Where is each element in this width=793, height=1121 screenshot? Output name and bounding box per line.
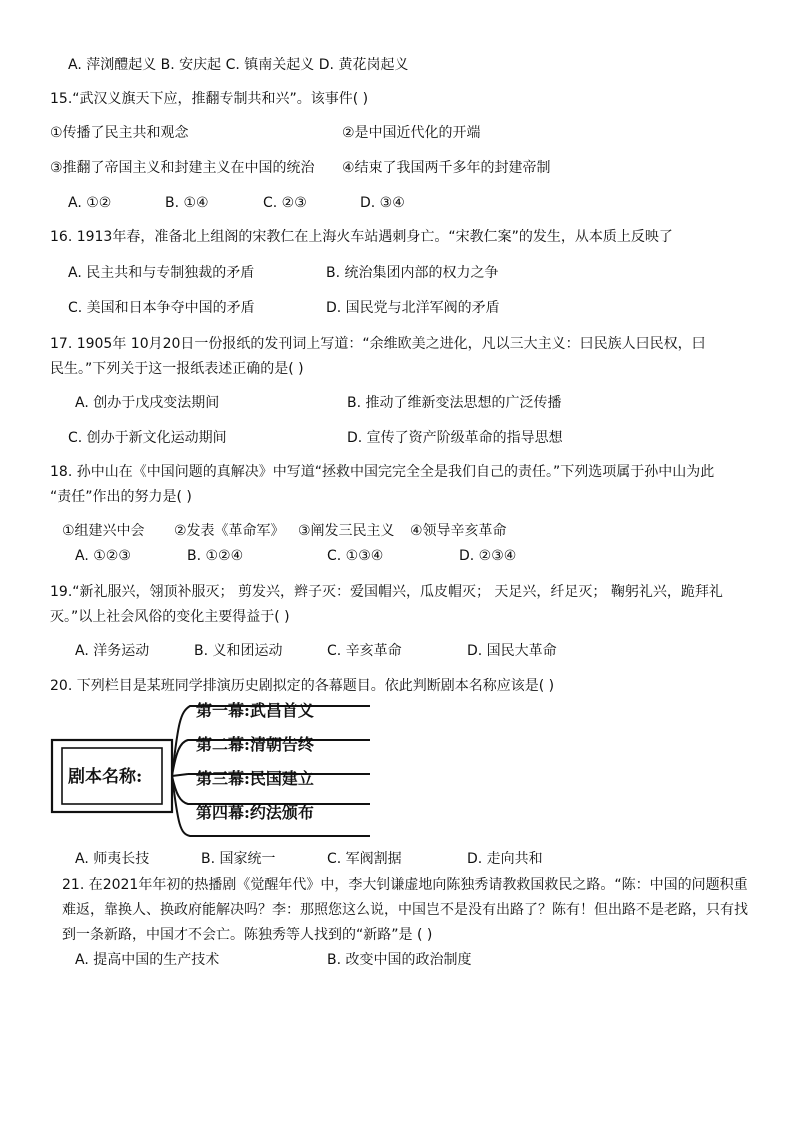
q21-option-b: B. 改变中国的政治制度 <box>327 952 472 968</box>
q19-stem-line2: 灭。”以上社会风俗的变化主要得益于( ) <box>50 609 290 625</box>
q17-option-a: A. 创办于戊戌变法期间 <box>75 395 220 411</box>
q18-item-4: ④领导辛亥革命 <box>410 523 507 539</box>
q15-option-b: B. ①④ <box>165 195 209 211</box>
q17-option-b: B. 推动了维新变法思想的广泛传播 <box>347 395 562 411</box>
q18-option-d: D. ②③④ <box>459 548 517 564</box>
q15-stem: 15.“武汉义旗天下应，推翻专制共和兴”。该事件( ) <box>50 91 369 107</box>
q18-item-1: ①组建兴中会 <box>62 523 145 539</box>
q19-stem-line1: 19.“新礼服兴，翎顶补服灭； 剪发兴，辫子灭：爱国帽兴，瓜皮帽灭； 天足兴，纤足灭； 鞠躬礼兴，跪拜礼 <box>50 584 723 600</box>
q21-stem-line2: 难返，靠换人、换政府能解决吗？李：那照您这么说，中国岂不是没有出路了？陈有！但出路不是老路，只有找 <box>62 902 748 918</box>
q17-stem-line1: 17. 1905年 10月20日一份报纸的发刊词上写道：“余维欧美之进化，凡以三大主义：曰民族人曰民权，曰 <box>50 336 706 352</box>
q15-item-2: ②是中国近代化的开端 <box>342 125 481 141</box>
q18-stem-line1: 18. 孙中山在《中国问题的真解决》中写道“拯救中国完完全全是我们自己的责任。”下列选项属于孙中山为此 <box>50 464 715 480</box>
q20-option-d: D. 走向共和 <box>467 851 543 867</box>
diagram-act-4: 第四幕:约法颁布 <box>196 803 314 822</box>
q21-stem-line3: 到一条新路，中国才不会亡。陈独秀等人找到的“新路”是 ( ) <box>62 927 433 943</box>
diagram-act-3: 第三幕:民国建立 <box>196 769 314 788</box>
diagram-title: 剧本名称: <box>68 767 143 787</box>
q21-stem-line1: 21. 在2021年年初的热播剧《觉醒年代》中，李大钊谦虚地向陈独秀请教救国救民之路。“陈：中国的问题积重 <box>62 877 748 893</box>
diagram-act-1: 第一幕:武昌首义 <box>196 701 314 720</box>
diagram-act-2: 第二幕:清朝告终 <box>196 735 314 754</box>
q18-item-3: ③阐发三民主义 <box>298 523 395 539</box>
q18-option-a: A. ①②③ <box>75 548 131 564</box>
q14-options: A. 萍浏醴起义 B. 安庆起 C. 镇南关起义 D. 黄花岗起义 <box>68 57 409 73</box>
q19-option-d: D. 国民大革命 <box>467 643 557 659</box>
q17-option-d: D. 宣传了资产阶级革命的指导思想 <box>347 430 563 446</box>
q17-stem-line2: 民生。”下列关于这一报纸表述正确的是( ) <box>50 361 304 377</box>
q18-item-2: ②发表《革命军》 <box>174 523 285 539</box>
q15-option-c: C. ②③ <box>263 195 307 211</box>
q16-option-d: D. 国民党与北洋军阀的矛盾 <box>326 300 500 316</box>
q15-option-a: A. ①② <box>68 195 112 211</box>
script-title-diagram <box>50 694 370 838</box>
q19-option-b: B. 义和团运动 <box>194 643 283 659</box>
q15-item-3: ③推翻了帝国主义和封建主义在中国的统治 <box>50 160 315 176</box>
q18-option-b: B. ①②④ <box>187 548 244 564</box>
q19-option-c: C. 辛亥革命 <box>327 643 402 659</box>
q18-option-c: C. ①③④ <box>327 548 384 564</box>
q15-item-4: ④结束了我国两千多年的封建帝制 <box>342 160 551 176</box>
q19-option-a: A. 洋务运动 <box>75 643 150 659</box>
q16-option-c: C. 美国和日本争夺中国的矛盾 <box>68 300 255 316</box>
q16-option-b: B. 统治集团内部的权力之争 <box>326 265 499 281</box>
q21-option-a: A. 提高中国的生产技术 <box>75 952 220 968</box>
q20-option-c: C. 军阀割据 <box>327 851 402 867</box>
q15-option-d: D. ③④ <box>360 195 405 211</box>
q20-option-a: A. 师夷长技 <box>75 851 150 867</box>
q16-stem: 16. 1913年春，准备北上组阁的宋教仁在上海火车站遇刺身亡。“宋教仁案”的发生，从本质上反映了 <box>50 229 673 245</box>
q20-stem: 20. 下列栏目是某班同学排演历史剧拟定的各幕题目。依此判断剧本名称应该是( ) <box>50 678 555 694</box>
q16-option-a: A. 民主共和与专制独裁的矛盾 <box>68 265 255 281</box>
q20-option-b: B. 国家统一 <box>201 851 276 867</box>
q17-option-c: C. 创办于新文化运动期间 <box>68 430 227 446</box>
q15-item-1: ①传播了民主共和观念 <box>50 125 189 141</box>
q18-stem-line2: “责任”作出的努力是( ) <box>50 489 192 505</box>
